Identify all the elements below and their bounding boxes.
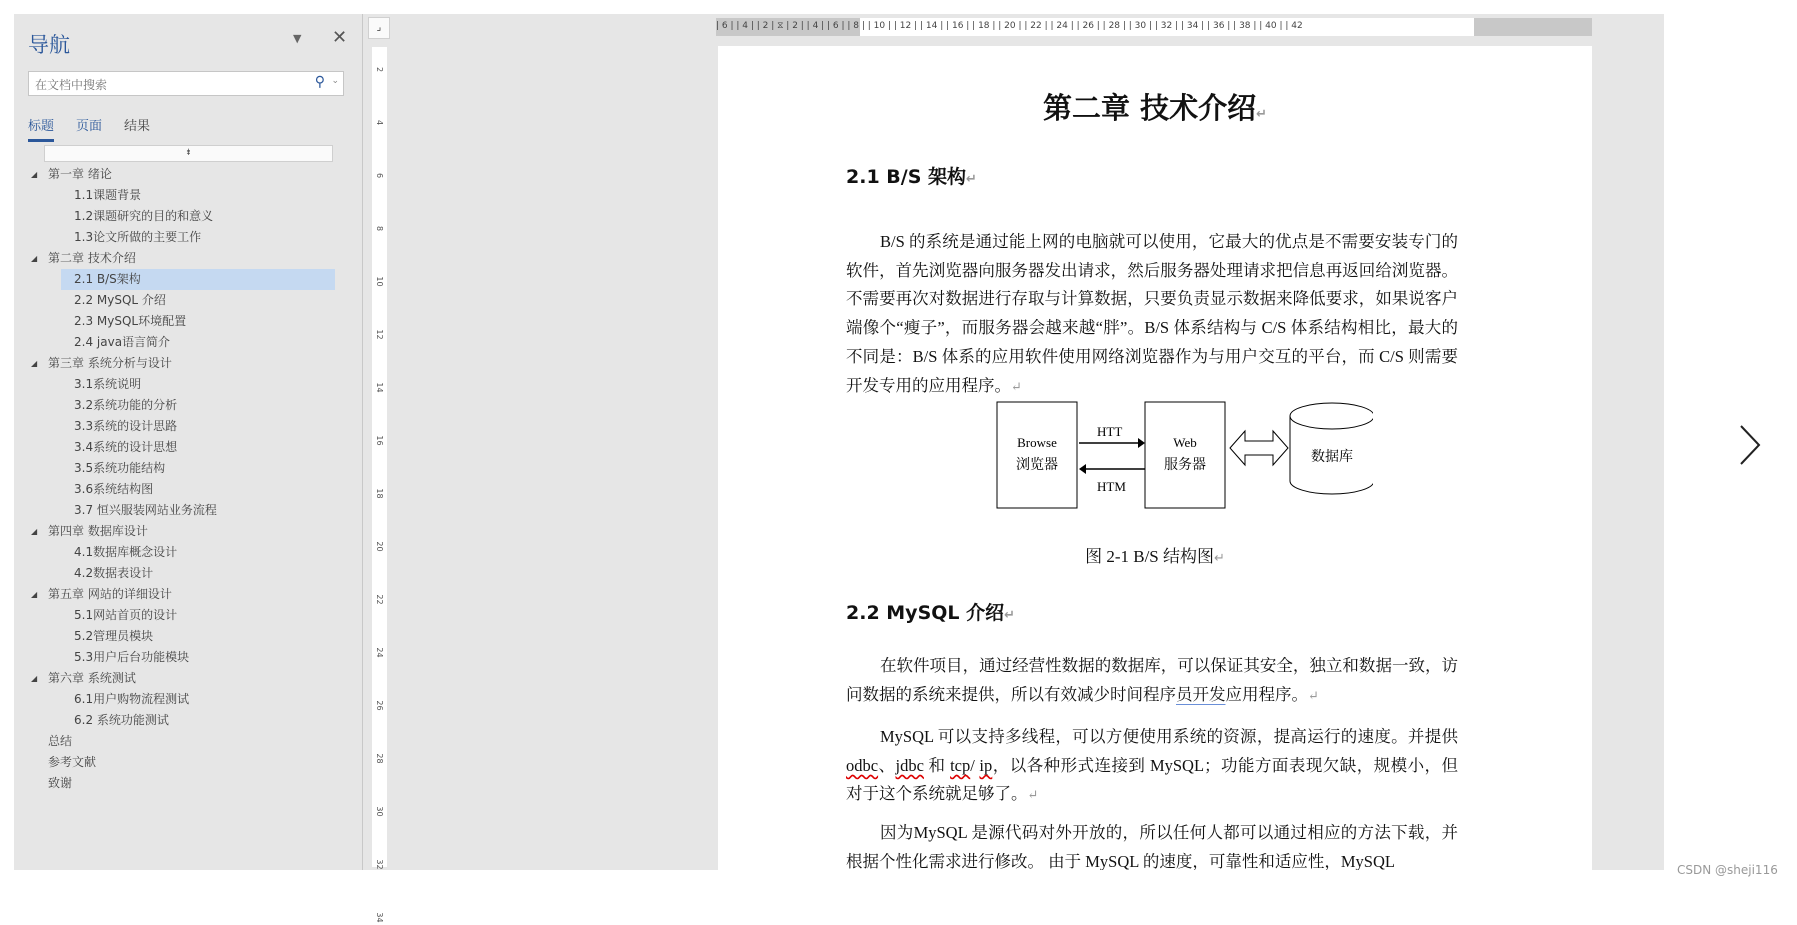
paragraph-text: ，以各种形式连接到 MySQL；功能方面表现欠缺，规模小，但对于这个系统就足够了。 [846, 755, 1459, 804]
nav-heading-item[interactable] [14, 563, 363, 584]
ruler-number: 14 [375, 382, 384, 393]
nav-heading-item[interactable] [14, 311, 363, 332]
nav-heading-item[interactable] [14, 416, 363, 437]
nav-heading-label: 致谢 [48, 776, 73, 790]
paragraph-mark: ↵ [1308, 687, 1319, 703]
spelling-flag[interactable]: odbc [846, 755, 879, 775]
nav-heading-label: 1.2课题研究的目的和意义 [74, 209, 214, 223]
collapse-all-button[interactable]: ⯒ [44, 145, 333, 162]
double-arrow [1230, 431, 1288, 465]
nav-heading-label: 第五章 网站的详细设计 [48, 587, 172, 601]
search-placeholder: 在文档中搜索 [35, 78, 108, 92]
expand-triangle-icon[interactable]: ◢ [31, 590, 38, 599]
section-title: 2.1 B/S 架构 [846, 166, 966, 188]
nav-heading-item[interactable] [14, 626, 363, 647]
arrow-bottom-label: HTM [1097, 479, 1126, 494]
nav-heading-item[interactable] [14, 353, 363, 374]
navigation-pane [14, 14, 363, 870]
nav-heading-label: 第一章 绪论 [48, 167, 112, 181]
ruler-number: 24 [375, 647, 384, 658]
ruler-number: 22 [375, 594, 384, 605]
nav-heading-item[interactable] [14, 248, 363, 269]
nav-heading-label: 3.6系统结构图 [74, 482, 154, 496]
figure-caption [718, 542, 1592, 567]
tab-selector-button[interactable]: ⌟ [368, 17, 390, 39]
vertical-ruler [368, 17, 390, 923]
expand-triangle-icon[interactable]: ◢ [31, 170, 38, 179]
paragraph-text: 、 [878, 755, 896, 775]
ruler-number: 28 [375, 753, 384, 764]
nav-heading-label: 3.4系统的设计思想 [74, 440, 178, 454]
nav-heading-item[interactable] [14, 584, 363, 605]
nav-heading-item[interactable] [14, 689, 363, 710]
nav-heading-label: 5.3用户后台功能模块 [74, 650, 190, 664]
nav-heading-label: 第六章 系统测试 [48, 671, 136, 685]
word-window [14, 14, 1664, 923]
browser-box [997, 402, 1077, 508]
chapter-title [718, 86, 1592, 127]
nav-heading-label: 1.3论文所做的主要工作 [74, 230, 202, 244]
nav-heading-label: 2.1 B/S架构 [61, 269, 335, 290]
ruler-numbers: | 6 | | 4 | | 2 | ⧖ | 2 | | 4 | | 6 | | 8 | | 10 | | 12 | | 14 | | 16 | | 18 | | 20 | | 22 | | 24 | | 26 | | 28 | | 30 | | 32 | | 34 | | 36 | | 38 | | 40 | | 42 [716, 21, 1303, 31]
spelling-flag[interactable]: ip [979, 755, 993, 775]
nav-heading-item[interactable] [14, 437, 363, 458]
nav-heading-label: 3.3系统的设计思路 [74, 419, 178, 433]
paragraph-mark: ↵ [1256, 107, 1267, 122]
tab-pages[interactable]: 页面 [76, 119, 103, 134]
arrow-top-label: HTT [1097, 424, 1123, 439]
nav-heading-item[interactable] [14, 458, 363, 479]
nav-heading-item[interactable] [14, 542, 363, 563]
paragraph-text: 因为MySQL 是源代码对外开放的，所以任何人都可以通过相应的方法下载，并根据个性化需求进行修改。 由于 MySQL 的速度，可靠性和适应性，MySQL [846, 823, 1458, 870]
server-cn-label: 服务器 [1164, 457, 1206, 473]
database-label: 数据库 [1311, 449, 1353, 465]
nav-heading-label: 4.1数据库概念设计 [74, 545, 178, 559]
chapter-title-text: 第二章 技术介绍 [1042, 91, 1257, 125]
database-cylinder-top [1290, 403, 1373, 429]
ruler-number: 34 [375, 912, 384, 923]
nav-heading-label: 第三章 系统分析与设计 [48, 356, 172, 370]
ruler-number: 8 [375, 225, 384, 232]
ruler-number: 12 [375, 329, 384, 340]
watermark: CSDN @sheji116 [1677, 863, 1778, 877]
chevron-down-icon[interactable]: ⌄ [331, 76, 339, 86]
grammar-flag[interactable]: 员开发 [1176, 684, 1226, 704]
nav-heading-label: 2.2 MySQL 介绍 [74, 293, 166, 307]
nav-heading-item[interactable] [14, 227, 363, 248]
document-page[interactable] [718, 46, 1592, 870]
nav-heading-item[interactable] [14, 710, 363, 731]
nav-heading-label: 5.1网站首页的设计 [74, 608, 178, 622]
expand-triangle-icon[interactable]: ◢ [31, 254, 38, 263]
search-input[interactable] [28, 71, 344, 96]
nav-title: 导航 [28, 33, 70, 57]
nav-heading-item[interactable] [14, 479, 363, 500]
paragraph-text: B/S 的系统是通过能上网的电脑就可以使用，它最大的优点是不需要安装专门的软件，首先浏览器向服务器发出请求，然后服务器处理请求把信息再返回给浏览器。不需要再次对数据进行存取与计算数据，只要负责显示数据来降低要求，如果说客户端像个“瘦子”，而服务器会越来越“胖”。B/S 体系结构与 C/S 体系结构相比，最大的不同是：B/S 体系的应用软件使用网络浏览器作为与用户交互的平台，而 C/S 则需要开发专用的应用程序。 [846, 232, 1458, 395]
heading-tree [14, 164, 363, 794]
nav-heading-item[interactable] [14, 395, 363, 416]
ruler-number: 2 [375, 66, 384, 73]
nav-options-dropdown-icon[interactable]: ▼ [293, 32, 302, 45]
nav-heading-label: 2.4 java语言简介 [74, 335, 171, 349]
next-page-chevron-icon[interactable] [1735, 420, 1765, 470]
spelling-flag[interactable]: tcp [950, 755, 971, 775]
caption-text: 图 2-1 B/S 结构图 [1085, 547, 1215, 566]
paragraph-text: / [970, 755, 980, 775]
bs-architecture-diagram [973, 401, 1373, 516]
browser-cn-label: 浏览器 [1016, 457, 1058, 473]
nav-heading-label: 4.2数据表设计 [74, 566, 154, 580]
paragraph-text: MySQL 可以支持多线程，可以方便使用系统的资源，提高运行的速度。并提供 [880, 727, 1458, 746]
nav-close-icon[interactable]: ✕ [332, 27, 348, 48]
expand-triangle-icon[interactable]: ◢ [31, 674, 38, 683]
nav-heading-item[interactable] [14, 185, 363, 206]
nav-heading-item[interactable] [14, 605, 363, 626]
nav-heading-item[interactable] [14, 500, 363, 521]
nav-heading-label: 3.5系统功能结构 [74, 461, 166, 475]
expand-triangle-icon[interactable]: ◢ [31, 527, 38, 536]
tab-headings[interactable]: 标题 [28, 115, 54, 142]
nav-heading-item[interactable] [14, 731, 363, 752]
nav-heading-item[interactable] [14, 332, 363, 353]
nav-heading-label: 3.2系统功能的分析 [74, 398, 178, 412]
ruler-number: 4 [375, 119, 384, 126]
paragraph-mysql-features [846, 723, 1458, 810]
paragraph-text: 应用程序。 [1225, 684, 1308, 704]
search-icon[interactable]: ⚲ [314, 74, 325, 90]
ruler-number: 32 [375, 859, 384, 870]
nav-heading-label: 6.2 系统功能测试 [74, 713, 169, 727]
horizontal-ruler[interactable] [716, 18, 1592, 36]
paragraph-text: 在软件项目，通过经营性数据的数据库，可以保证其安全，独立和数据一致，访问数据的系统来提供，所以有效减少时间程序 [846, 656, 1458, 704]
nav-heading-item[interactable] [14, 290, 363, 311]
paragraph-mysql-open-source [846, 819, 1458, 870]
vertical-ruler-scale [372, 47, 387, 923]
paragraph-mark: ↵ [1011, 378, 1022, 394]
nav-heading-item[interactable] [14, 164, 363, 185]
paragraph-text: 和 [923, 755, 951, 775]
server-box [1145, 402, 1225, 508]
nav-heading-label: 1.1课题背景 [74, 188, 142, 202]
paragraph-mark: ↵ [1214, 550, 1225, 565]
nav-heading-label: 总结 [48, 734, 73, 748]
nav-heading-item[interactable] [14, 374, 363, 395]
paragraph-mark: ↵ [966, 172, 977, 187]
nav-tabs [28, 115, 150, 142]
nav-heading-label: 第四章 数据库设计 [48, 524, 148, 538]
response-arrowhead [1079, 464, 1086, 474]
spelling-flag[interactable]: jdbc [895, 755, 924, 775]
section-title: 2.2 MySQL 介绍 [846, 602, 1005, 624]
ruler-number: 16 [375, 435, 384, 446]
nav-heading-item[interactable] [14, 668, 363, 689]
nav-heading-label: 3.1系统说明 [74, 377, 142, 391]
nav-heading-item[interactable] [14, 269, 363, 290]
nav-heading-label: 3.7 恒兴服装网站业务流程 [74, 503, 217, 517]
nav-heading-label: 参考文献 [48, 755, 97, 769]
section-heading-2-2 [846, 598, 1015, 625]
paragraph-mark: ↵ [1027, 787, 1039, 803]
nav-heading-item[interactable] [14, 752, 363, 773]
ruler-number: 6 [375, 172, 384, 179]
ruler-number: 30 [375, 806, 384, 817]
nav-heading-item[interactable] [14, 647, 363, 668]
nav-heading-label: 2.3 MySQL环境配置 [74, 314, 187, 328]
paragraph-bs [846, 228, 1458, 401]
ruler-number: 10 [375, 276, 384, 287]
ruler-number: 18 [375, 488, 384, 499]
section-heading-2-1 [846, 162, 977, 189]
browser-en-label: Browse [1017, 435, 1057, 450]
nav-heading-label: 6.1用户购物流程测试 [74, 692, 190, 706]
ruler-number: 20 [375, 541, 384, 552]
server-en-label: Web [1173, 435, 1197, 450]
paragraph-mark: ↵ [1004, 608, 1016, 623]
tab-results[interactable]: 结果 [124, 119, 151, 134]
nav-heading-label: 5.2管理员模块 [74, 629, 154, 643]
paragraph-mysql-intro [846, 652, 1458, 710]
request-arrowhead [1138, 438, 1145, 448]
expand-triangle-icon[interactable]: ◢ [31, 359, 38, 368]
nav-heading-label: 第二章 技术介绍 [48, 251, 136, 265]
nav-heading-item[interactable] [14, 206, 363, 227]
nav-heading-item[interactable] [14, 773, 363, 794]
nav-heading-item[interactable] [14, 521, 363, 542]
ruler-number: 26 [375, 700, 384, 711]
